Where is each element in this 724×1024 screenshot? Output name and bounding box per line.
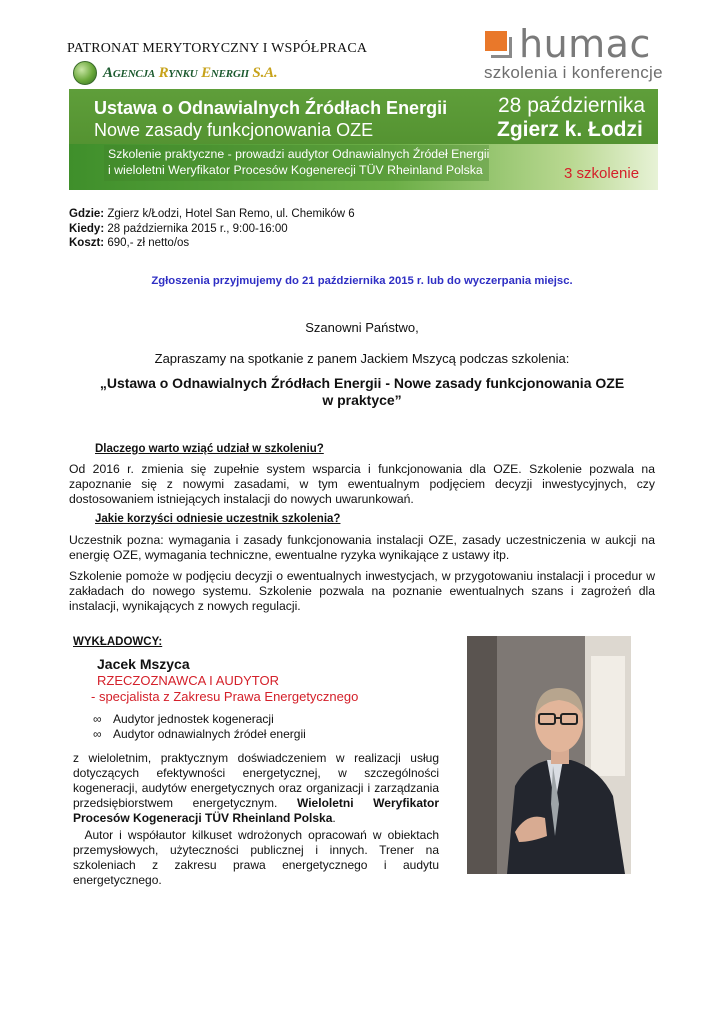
paragraph-line: zakładach do nowego systemu. Szkolenie pozwala na poznanie ewentualnych szans i zagrożeń dla <box>69 584 655 598</box>
banner-description-line: i wieloletni Weryfikator Procesów Kogenerecji TÜV Rheinland Polska <box>108 163 483 177</box>
paragraph-line: Od 2016 r. zmienia się zupełnie system wsparcia i funkcjonowania dla OZE. Szkolenie pozwala na <box>69 462 655 476</box>
humac-tagline: szkolenia i konferencje <box>484 63 663 82</box>
bullet-text: Audytor jednostek kogeneracji <box>113 712 274 726</box>
paragraph-line: energię OZE, wymagania techniczne, ewentualne ryzyka wynikające z ustawy itp. <box>69 548 510 562</box>
detail-label: Koszt: <box>69 237 105 249</box>
are-logo-text: AGENCJA RYNKU ENERGII S.A. <box>103 64 278 81</box>
paragraph-line: dostosowaniem istniejących instalacji do nowych uwarunkowań. <box>69 492 414 506</box>
bio-line: przemysłowych, użyteczności publicznej i innych. Trener na <box>73 843 439 857</box>
bio-bold-text: Wieloletni Weryfikator <box>297 796 439 810</box>
bio-line: kogeneracji, audytów energetycznych oraz organizacji i zarządzania <box>73 781 439 795</box>
are-logo <box>73 60 277 86</box>
bio-line: szkoleniach z zakresu prawa energetycznego i audytu <box>73 858 439 872</box>
lecturer-bullet <box>93 712 274 726</box>
why-heading: Dlaczego warto wziąć udział w szkoleniu? <box>95 443 324 455</box>
benefits-paragraph-1 <box>69 533 655 563</box>
lecturer-bio-2 <box>73 828 439 888</box>
detail-value: Zgierz k/Łodzi, Hotel San Remo, ul. Chemików 6 <box>104 208 355 220</box>
course-title <box>0 375 724 409</box>
detail-where <box>69 208 355 220</box>
bio-line: Autor i współautor kilkuset wdrożonych opracowań w obiektach <box>73 828 439 842</box>
detail-label: Gdzie: <box>69 208 105 220</box>
humac-logo-icon <box>485 31 513 57</box>
bio-bold-text: Procesów Kogeneracji TÜV Rheinland Polska <box>73 811 333 825</box>
banner-title: Ustawa o Odnawialnych Źródłach Energii <box>94 98 448 118</box>
detail-value: 690,- zł netto/os <box>104 237 190 249</box>
course-title-line: w praktyce” <box>322 392 402 408</box>
paragraph-line: Uczestnik pozna: wymagania i zasady funkcjonowania instalacji OZE, zasady uczestniczenia w aukcji na <box>69 533 655 547</box>
banner-location: Zgierz k. Łodzi <box>497 118 643 141</box>
bio-line <box>73 811 439 826</box>
banner-subtitle: Nowe zasady funkcjonowania OZE <box>94 120 374 140</box>
registration-deadline: Zgłoszenia przyjmujemy do 21 października 2015 r. lub do wyczerpania miejsc. <box>151 275 573 287</box>
detail-cost <box>69 237 189 249</box>
bio-text: przedsiębiorstwem energetycznym. <box>73 796 297 810</box>
patronat-heading: PATRONAT MERYTORYCZNY I WSPÓŁPRACA <box>67 41 368 56</box>
detail-value: 28 października 2015 r., 9:00-16:00 <box>104 223 288 235</box>
infinity-bullet-icon: ∞ <box>93 712 102 726</box>
benefits-paragraph-2 <box>69 569 655 614</box>
lecturers-heading: WYKŁADOWCY: <box>73 636 163 648</box>
course-title-line: „Ustawa o Odnawialnych Źródłach Energii - Nowe zasady funkcjonowania OZE <box>99 375 625 391</box>
bio-line: dotyczących efektywności energetycznej, w szczególności <box>73 766 439 780</box>
bio-text: . <box>332 811 336 825</box>
detail-when <box>69 223 288 235</box>
lecturer-bio-1 <box>73 751 439 826</box>
lecturer-bullet <box>93 727 306 741</box>
paragraph-line: zapoznanie się z nowymi zasadami, w tym ewentualnym podjęciem decyzji inwestycyjnych, czy <box>69 477 655 491</box>
lecturer-name: Jacek Mszyca <box>97 656 190 672</box>
globe-icon <box>73 61 97 85</box>
paragraph-line: instalacji, wynikających z nowych regulacji. <box>69 599 301 613</box>
benefits-heading: Jakie korzyści odniesie uczestnik szkolenia? <box>95 513 341 525</box>
lecturer-specialty: - specjalista z Zakresu Prawa Energetycznego <box>91 689 359 704</box>
paragraph-line: Szkolenie pomoże w podjęciu decyzji o ewentualnych inwestycjach, w przygotowaniu instalacji i procedur w <box>69 569 655 583</box>
bio-line: z wieloletnim, praktycznym doświadczeniem w realizacji usług <box>73 751 439 765</box>
infinity-bullet-icon: ∞ <box>93 727 102 741</box>
detail-label: Kiedy: <box>69 223 105 235</box>
humac-logo-name: humac <box>519 22 651 66</box>
why-paragraph <box>69 462 655 507</box>
greeting: Szanowni Państwo, <box>305 320 419 335</box>
banner-date: 28 października <box>498 94 646 117</box>
lecturer-photo <box>467 636 631 874</box>
invitation: Zapraszamy na spotkanie z panem Jackiem Mszycą podczas szkolenia: <box>154 351 570 366</box>
session-count: 3 szkolenie <box>564 165 640 182</box>
bullet-text: Audytor odnawialnych źródeł energii <box>113 727 306 741</box>
banner-description-line: Szkolenie praktyczne - prowadzi audytor Odnawialnych Źródeł Energii <box>108 147 490 161</box>
bio-line: energetycznego. <box>73 873 162 887</box>
bio-line <box>73 796 439 811</box>
lecturer-role: RZECZOZNAWCA I AUDYTOR <box>97 673 280 688</box>
